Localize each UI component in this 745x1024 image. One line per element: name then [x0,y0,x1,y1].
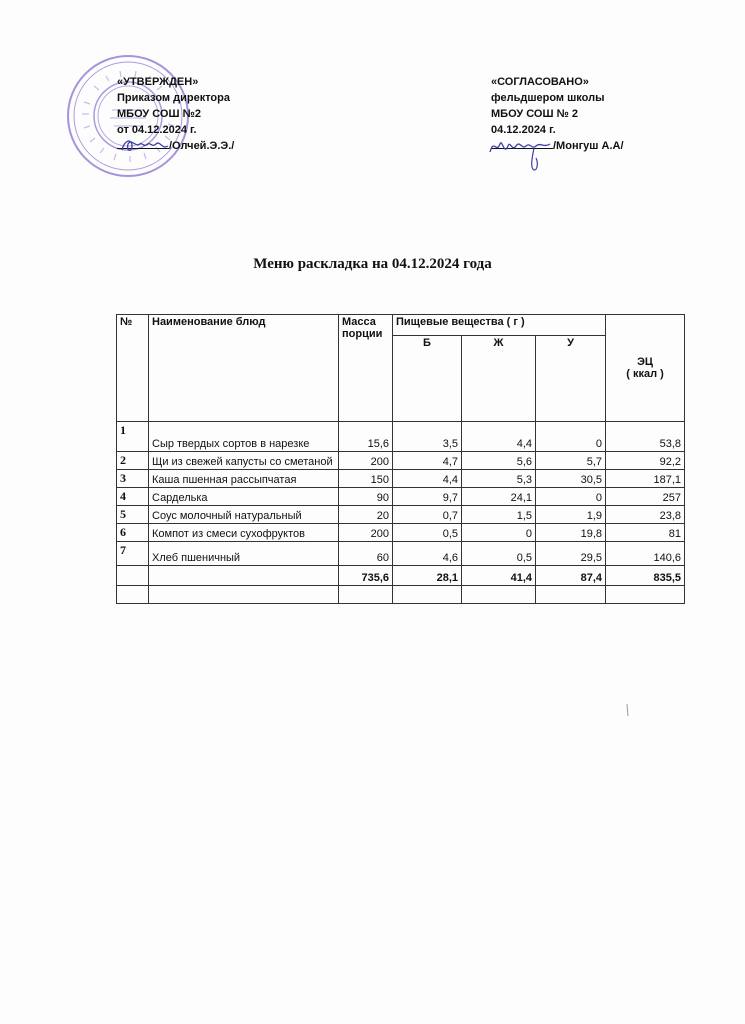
totals-empty-name [149,566,339,586]
approval-order-line: Приказом директора [117,92,230,104]
agreement-signer-name: /Монгуш А.А/ [553,140,624,152]
dish-mass: 15,6 [339,422,393,452]
scan-mark [620,700,640,730]
empty-cell [149,586,339,604]
empty-row [117,586,685,604]
row-number: 5 [117,506,149,524]
table-row [117,470,685,488]
dish-mass: 20 [339,506,393,524]
dish-protein: 4,6 [393,542,462,566]
totals-row [117,566,685,586]
total-fat: 41,4 [462,566,536,586]
dish-protein: 0,7 [393,506,462,524]
row-number: 4 [117,488,149,506]
dish-protein: 3,5 [393,422,462,452]
dish-fat: 0,5 [462,542,536,566]
empty-cell [117,586,149,604]
dish-mass: 90 [339,488,393,506]
header-energy-label: ЭЦ [637,356,653,368]
dish-name: Сыр твердых сортов в нарезке [149,422,339,452]
dish-carbs: 0 [536,488,606,506]
dish-protein: 0,5 [393,524,462,542]
header-energy-unit: ( ккал ) [626,368,664,380]
dish-fat: 5,3 [462,470,536,488]
header-mass: Масса порции [339,315,393,422]
header-fat: Ж [462,336,536,422]
table-row [117,524,685,542]
row-number: 6 [117,524,149,542]
agreement-heading: «СОГЛАСОВАНО» [491,76,589,88]
dish-mass: 200 [339,524,393,542]
dish-fat: 4,4 [462,422,536,452]
empty-cell [462,586,536,604]
dish-carbs: 29,5 [536,542,606,566]
row-number: 2 [117,452,149,470]
dish-protein: 4,7 [393,452,462,470]
approval-school-line: МБОУ СОШ №2 [117,108,201,120]
dish-carbs: 30,5 [536,470,606,488]
dish-name: Сарделька [149,488,339,506]
table-row [117,422,685,452]
dish-protein: 9,7 [393,488,462,506]
row-number: 1 [117,422,149,452]
header-nutrients: Пищевые вещества ( г ) [393,315,606,336]
header-dish-name: Наименование блюд [149,315,339,422]
dish-energy: 187,1 [606,470,685,488]
approval-signer-name: /Олчей.Э.Э./ [169,140,235,152]
dish-mass: 200 [339,452,393,470]
dish-name: Каша пшенная рассыпчатая [149,470,339,488]
empty-cell [606,586,685,604]
total-carbs: 87,4 [536,566,606,586]
dish-energy: 23,8 [606,506,685,524]
header-protein: Б [393,336,462,422]
dish-carbs: 1,9 [536,506,606,524]
header-num: № [117,315,149,422]
empty-cell [393,586,462,604]
dish-name: Щи из свежей капусты со сметаной [149,452,339,470]
dish-energy: 81 [606,524,685,542]
dish-energy: 140,6 [606,542,685,566]
header-carbs: У [536,336,606,422]
table-row [117,506,685,524]
dish-fat: 5,6 [462,452,536,470]
medic-signature [486,134,558,174]
agreement-school-line: МБОУ СОШ № 2 [491,108,579,120]
dish-fat: 24,1 [462,488,536,506]
empty-cell [536,586,606,604]
total-protein: 28,1 [393,566,462,586]
dish-energy: 92,2 [606,452,685,470]
page-title: Меню раскладка на 04.12.2024 года [253,256,492,272]
table-row [117,452,685,470]
total-energy: 835,5 [606,566,685,586]
dish-carbs: 19,8 [536,524,606,542]
menu-table [116,314,685,604]
agreement-role-line: фельдшером школы [491,92,605,104]
dish-energy: 257 [606,488,685,506]
dish-carbs: 0 [536,422,606,452]
dish-mass: 150 [339,470,393,488]
dish-fat: 1,5 [462,506,536,524]
table-row [117,542,685,566]
dish-carbs: 5,7 [536,452,606,470]
dish-protein: 4,4 [393,470,462,488]
header-energy [606,315,685,422]
totals-empty-num [117,566,149,586]
total-mass: 735,6 [339,566,393,586]
row-number: 7 [117,542,149,566]
dish-fat: 0 [462,524,536,542]
agreement-date-line: 04.12.2024 г. [491,124,556,136]
dish-energy: 53,8 [606,422,685,452]
dish-mass: 60 [339,542,393,566]
dish-name: Компот из смеси сухофруктов [149,524,339,542]
approval-date-line: от 04.12.2024 г. [117,124,197,136]
table-row [117,488,685,506]
empty-cell [339,586,393,604]
dish-name: Соус молочный натуральный [149,506,339,524]
approval-heading: «УТВЕРЖДЕН» [117,76,199,88]
row-number: 3 [117,470,149,488]
dish-name: Хлеб пшеничный [149,542,339,566]
header-row [117,315,685,336]
director-signature [118,134,178,156]
